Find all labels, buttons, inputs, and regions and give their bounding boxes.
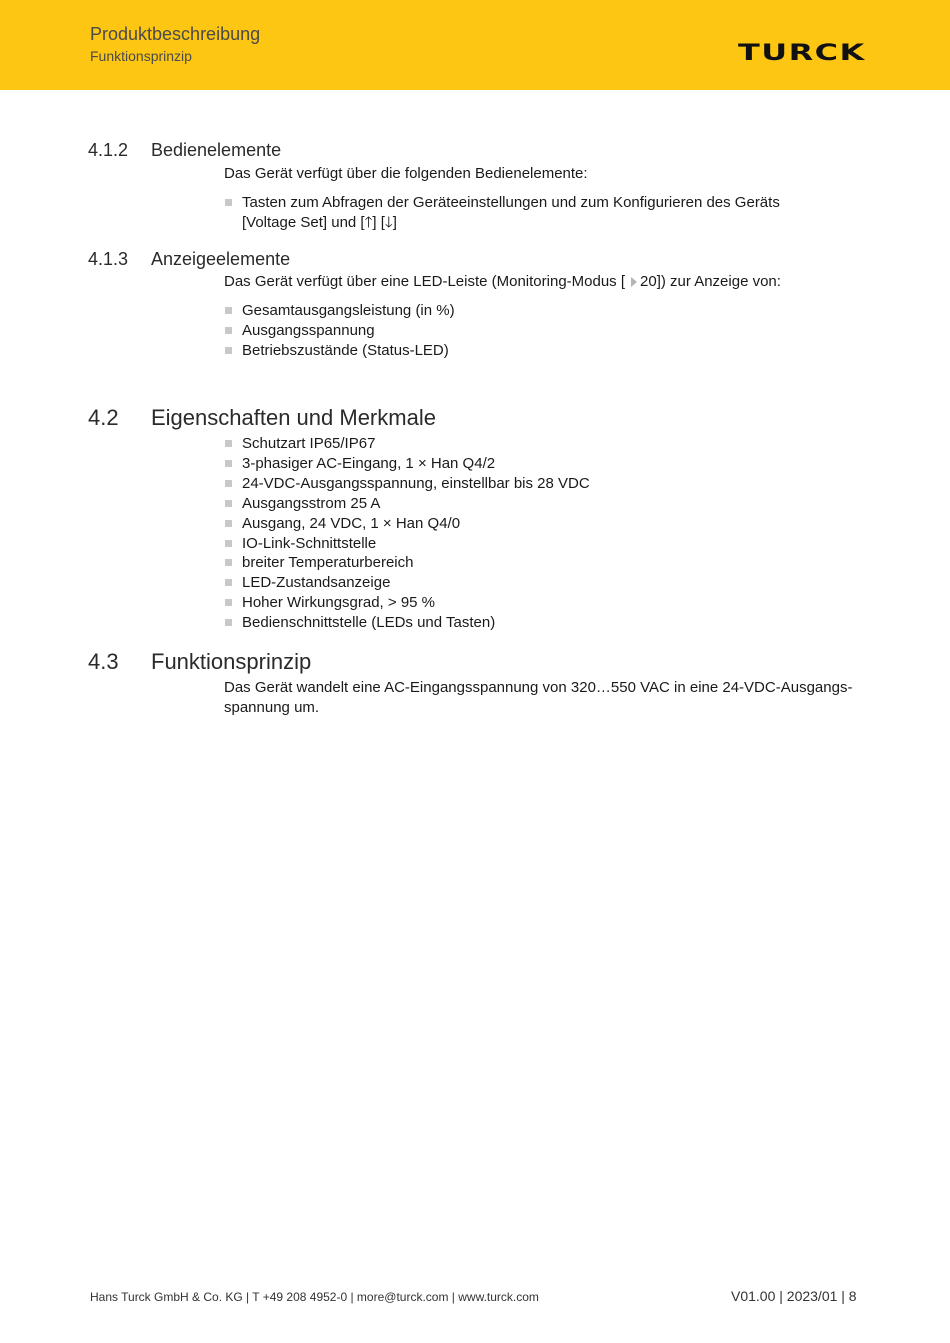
turck-logo: TURCK [738,41,866,66]
list-item [224,573,844,593]
list-item [224,434,844,454]
section-title: Anzeigeelemente [151,249,291,269]
bullet-square-icon [225,347,232,354]
paragraph-bedienelemente: Das Gerät verfügt über die folgenden Bedienelemente: [224,165,588,182]
paragraph-funktionsprinzip [224,678,854,718]
list-item-text: Gesamtausgangsleistung (in %) [242,302,455,319]
bullet-square-icon [225,619,232,626]
section-title: Bedienelemente [151,140,282,160]
footer-version-page: V01.00 | 2023/01 | 8 [731,1288,857,1304]
header-subtitle: Funktionsprinzip [90,48,192,64]
header-title: Produktbeschreibung [90,24,261,44]
list-item-text: Bedienschnittstelle (LEDs und Tasten) [242,614,496,632]
section-number: 4.1.2 [88,140,129,160]
footer-company-info: Hans Turck GmbH & Co. KG | T +49 208 4952-0 | more@turck.com | www.turck.com [90,1290,539,1304]
page-reference-arrow-icon [631,277,637,287]
list-item [224,613,844,633]
list-item-text: 24-VDC-Ausgangsspannung, einstellbar bis 28 VDC [242,474,590,492]
bullet-square-icon [225,500,232,507]
list-item-text: Schutzart IP65/IP67 [242,435,376,452]
list-item-text: LED-Zustandsanzeige [242,574,391,592]
page-reference-link[interactable]: 20 [640,273,657,290]
list-eigenschaften [224,434,844,633]
section-number: 4.1.3 [88,249,129,269]
list-item-text: IO-Link-Schnittstelle [242,534,377,552]
bullet-square-icon [225,460,232,467]
intro-text: Das Gerät verfügt über eine LED-Leiste (Monitoring-Modus [ [224,273,626,290]
list-item-text: breiter Temperaturbereich [242,554,414,572]
list-item-text: Ausgang, 24 VDC, 1 × Han Q4/0 [242,514,461,532]
list-item-text: Ausgangsspannung [242,321,375,339]
list-item [224,341,844,361]
bullet-square-icon [225,520,232,527]
paragraph-anzeigeelemente [224,272,854,292]
list-item [224,593,844,613]
list-item [224,534,844,554]
list-item-text-line1: Tasten zum Abfragen der Geräteeinstellungen und zum Konfigurieren des Geräts [242,194,780,211]
section-title: Eigenschaften und Merkmale [151,405,436,430]
list-item [224,514,844,534]
bullet-square-icon [225,307,232,314]
section-number: 4.3 [88,649,119,674]
list-item-text: Betriebszustände (Status-LED) [242,341,449,359]
bullet-square-icon [225,579,232,586]
bullet-square-icon [225,327,232,334]
list-item-text: Ausgangsstrom 25 A [242,494,381,512]
section-title: Funktionsprinzip [151,649,312,674]
list-item [224,474,844,494]
bullet-square-icon [225,480,232,487]
list-bedienelemente [224,193,844,233]
list-item-text-line2: [Voltage Set] und [🡑] [🡓] [242,213,397,231]
bullet-square-icon [225,440,232,447]
list-item [224,301,844,321]
bullet-square-icon [225,199,232,206]
list-item [224,553,844,573]
bullet-square-icon [225,559,232,566]
list-item-text: 3-phasiger AC-Eingang, 1 × Han Q4/2 [242,454,496,472]
list-item [224,193,844,233]
paragraph-line1: Das Gerät wandelt eine AC-Eingangsspannung von 320…550 VAC in eine 24-VDC-Ausgangs- [224,679,853,696]
list-item [224,321,844,341]
paragraph-line2: spannung um. [224,699,320,716]
list-item-text: Hoher Wirkungsgrad, > 95 % [242,594,436,612]
list-anzeigeelemente [224,301,844,361]
section-number: 4.2 [88,405,119,430]
page-header [0,0,950,90]
intro-text-end: ]) zur Anzeige von: [656,273,781,290]
bullet-square-icon [225,540,232,547]
list-item [224,454,844,474]
list-item [224,494,844,514]
bullet-square-icon [225,599,232,606]
